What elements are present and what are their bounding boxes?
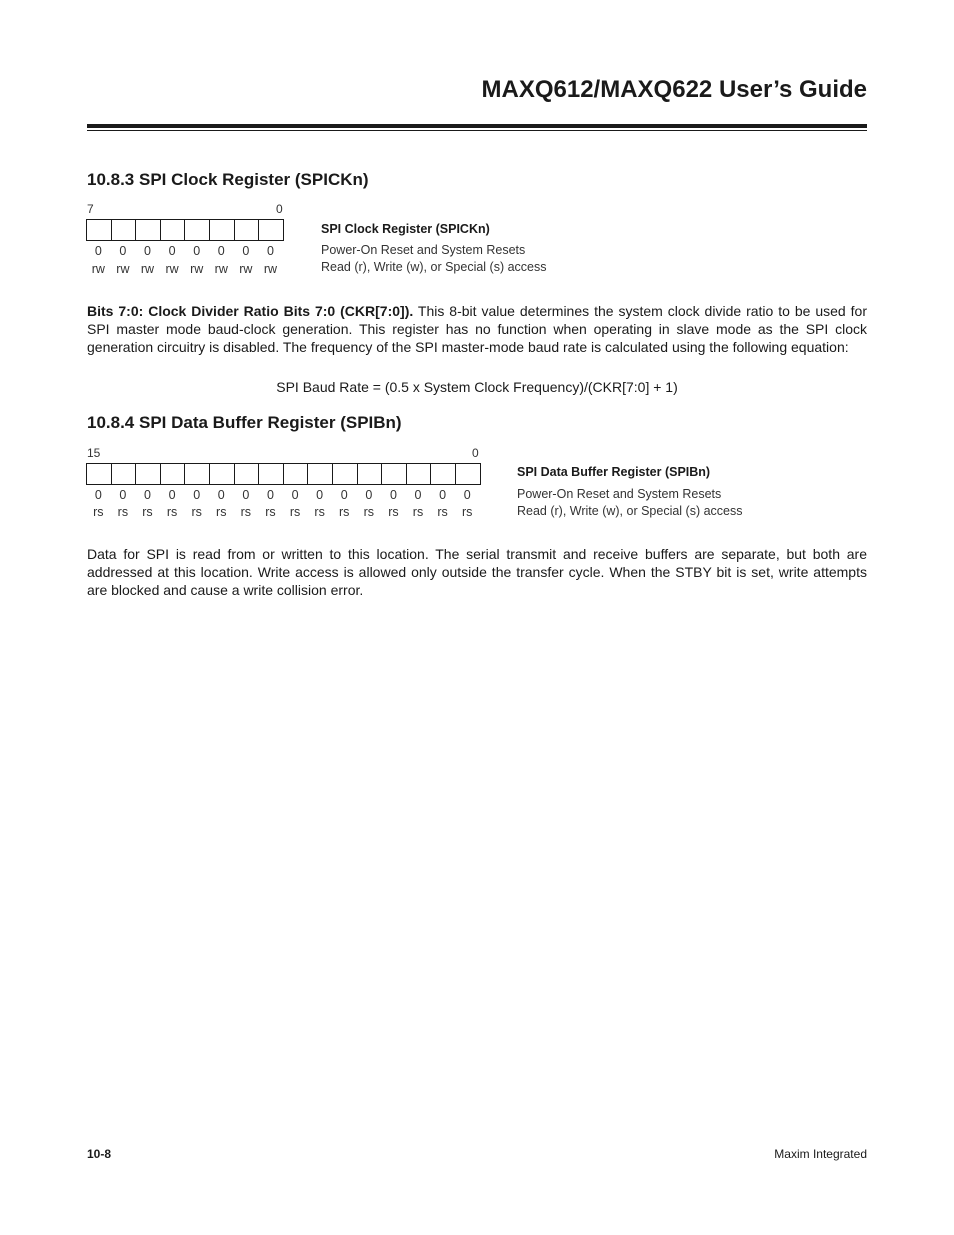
spib-access-value: rs xyxy=(93,505,104,519)
spib-bit-cell xyxy=(210,464,235,484)
document-title: MAXQ612/MAXQ622 User’s Guide xyxy=(481,76,867,103)
spib-reset-value: 0 xyxy=(365,488,373,502)
spib-register-grid xyxy=(86,463,481,485)
spick-access-value: rw xyxy=(239,262,253,276)
spib-bit-cell xyxy=(259,464,284,484)
spib-bit-cell xyxy=(382,464,407,484)
spick-description-text: This 8-bit value determines the system clock divide ratio to be used for SPI master mode baud-clock generation. This register has no function when operating in slave mode as the SPI clock generation circuitry is disabled. The frequency of the SPI master-mode baud rate is calculated using the following equation: xyxy=(87,303,867,356)
spib-access-value: rs xyxy=(339,505,350,519)
spib-access-value: rs xyxy=(216,505,227,519)
spick-access-value: rw xyxy=(116,262,130,276)
spib-bit-cell xyxy=(284,464,309,484)
spib-bit-cell xyxy=(431,464,456,484)
spib-bit-cell xyxy=(308,464,333,484)
spib-access-value: rs xyxy=(117,505,129,519)
spib-reset-value: 0 xyxy=(217,488,225,502)
spib-bit-cell xyxy=(112,464,137,484)
spib-reset-value: 0 xyxy=(193,488,201,502)
spick-reset-value: 0 xyxy=(94,244,102,258)
spib-access-value: rs xyxy=(437,505,448,519)
spick-bit-cell xyxy=(112,220,137,240)
spib-access-value: rs xyxy=(289,505,301,519)
spick-bit-cell xyxy=(185,220,210,240)
baud-rate-equation: SPI Baud Rate = (0.5 x System Clock Frequency)/(CKR[7:0] + 1) xyxy=(276,379,678,395)
spick-bit-cell xyxy=(161,220,186,240)
spib-lsb-label: 0 xyxy=(472,446,479,460)
spib-bit-cell xyxy=(87,464,112,484)
spick-reset-value: 0 xyxy=(168,244,176,258)
spib-access-row xyxy=(86,505,480,519)
spick-reset-value: 0 xyxy=(193,244,201,258)
header-rule-thin xyxy=(87,130,867,131)
spick-reset-value: 0 xyxy=(242,244,250,258)
spib-access-value: rs xyxy=(363,505,375,519)
spick-access-value: rw xyxy=(165,262,179,276)
spib-reset-value: 0 xyxy=(389,488,397,502)
spib-reset-value: 0 xyxy=(242,488,250,502)
section-heading-spib: 10.8.4 SPI Data Buffer Register (SPIBn) xyxy=(87,413,402,432)
spick-reset-row xyxy=(86,244,283,258)
spib-access-value: rs xyxy=(142,505,153,519)
spib-msb-label: 15 xyxy=(87,446,101,460)
spick-register-grid xyxy=(86,219,284,241)
spib-access-value: rs xyxy=(412,505,424,519)
spib-access-value: rs xyxy=(388,505,399,519)
spib-reset-value: 0 xyxy=(144,488,151,502)
spib-reset-value: 0 xyxy=(291,488,299,502)
spick-legend-reset: Power-On Reset and System Resets xyxy=(321,243,526,257)
spib-bit-cell xyxy=(456,464,481,484)
spib-bit-cell xyxy=(136,464,161,484)
spib-legend-access: Read (r), Write (w), or Special (s) access xyxy=(517,504,743,518)
spib-description: Data for SPI is read from or written to this location. The serial transmit and receive buffers are separate, but both are addressed at this location. Write access is allowed only outside the transfer cycle. When the STBY bit is set, write attempts are blocked and cause a write collision error. xyxy=(87,546,867,599)
spick-access-value: rw xyxy=(190,262,204,276)
spick-reset-value: 0 xyxy=(144,244,151,258)
spick-bit-cell xyxy=(259,220,284,240)
spick-bit-cell xyxy=(87,220,112,240)
spick-bit-cell xyxy=(235,220,260,240)
spib-bit-cell xyxy=(161,464,186,484)
spick-access-value: rw xyxy=(140,262,155,276)
spib-reset-value: 0 xyxy=(94,488,102,502)
spib-reset-value: 0 xyxy=(340,488,348,502)
spick-reset-value: 0 xyxy=(266,244,274,258)
header-rule-thick xyxy=(87,124,867,128)
spib-bit-cell xyxy=(333,464,358,484)
spib-reset-value: 0 xyxy=(316,488,324,502)
spick-access-row xyxy=(86,262,283,276)
spick-description-bold: Bits 7:0: Clock Divider Ratio Bits 7:0 (CKR[7:0]). xyxy=(87,303,414,319)
spib-legend-reset: Power-On Reset and System Resets xyxy=(517,487,722,501)
spick-bit-cell xyxy=(136,220,161,240)
spib-bit-cell xyxy=(185,464,210,484)
spick-lsb-label: 0 xyxy=(276,202,283,216)
spick-access-value: rw xyxy=(214,262,228,276)
spib-reset-value: 0 xyxy=(439,488,447,502)
spib-access-value: rs xyxy=(191,505,202,519)
spick-legend-title: SPI Clock Register (SPICKn) xyxy=(321,222,490,236)
spib-reset-value: 0 xyxy=(168,488,176,502)
spib-access-value: rs xyxy=(265,505,276,519)
spib-reset-value: 0 xyxy=(119,488,127,502)
footer-page-number: 10-8 xyxy=(87,1147,112,1161)
footer-company: Maxim Integrated xyxy=(774,1147,867,1161)
spick-reset-value: 0 xyxy=(119,244,127,258)
spick-description xyxy=(87,302,867,357)
spib-access-value: rs xyxy=(314,505,325,519)
section-heading-spick: 10.8.3 SPI Clock Register (SPICKn) xyxy=(87,170,369,189)
spib-reset-value: 0 xyxy=(414,488,422,502)
spick-access-value: rw xyxy=(91,262,105,276)
spib-bit-cell xyxy=(235,464,260,484)
spick-legend-access: Read (r), Write (w), or Special (s) access xyxy=(321,260,547,274)
spib-access-value: rs xyxy=(461,505,473,519)
spib-legend-title: SPI Data Buffer Register (SPIBn) xyxy=(517,465,711,479)
spick-bit-cell xyxy=(210,220,235,240)
spick-reset-value: 0 xyxy=(217,244,225,258)
spib-bit-cell xyxy=(407,464,432,484)
spib-reset-row xyxy=(86,488,480,502)
spick-access-value: rw xyxy=(263,262,278,276)
spib-access-value: rs xyxy=(240,505,252,519)
spib-bit-cell xyxy=(358,464,383,484)
spib-access-value: rs xyxy=(166,505,178,519)
spick-msb-label: 7 xyxy=(87,202,94,216)
spib-reset-value: 0 xyxy=(266,488,274,502)
spib-reset-value: 0 xyxy=(463,488,471,502)
